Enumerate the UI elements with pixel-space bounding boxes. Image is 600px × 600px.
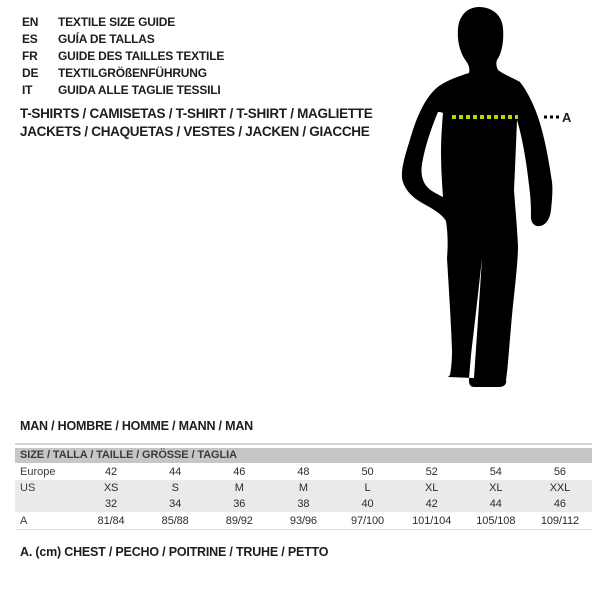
row-label: Europe [20, 465, 56, 478]
language-row-en [22, 14, 224, 31]
cell: M [298, 482, 308, 494]
man-silhouette [402, 7, 553, 387]
cell: 101/104 [412, 514, 452, 527]
language-label: TEXTILE SIZE GUIDE [58, 15, 176, 29]
cell: 34 [169, 498, 182, 510]
cell: 105/108 [476, 514, 516, 527]
table-row-europe [15, 463, 592, 480]
cell: 40 [361, 498, 374, 510]
row-label: US [20, 482, 36, 494]
cell: M [234, 482, 244, 494]
language-code: ES [22, 32, 38, 46]
cell: S [171, 482, 179, 494]
language-code: IT [22, 83, 33, 97]
cell: 93/96 [289, 514, 317, 527]
table-bottom-divider [15, 529, 592, 530]
cell: 44 [489, 498, 502, 510]
cell: 56 [553, 465, 566, 478]
table-row-chest-a [15, 512, 592, 529]
man-silhouette-figure [395, 0, 580, 395]
cell: 54 [489, 465, 502, 478]
cell: 48 [297, 465, 310, 478]
table-header: SIZE / TALLA / TAILLE / GRÖSSE / TAGLIA [15, 448, 592, 463]
language-row-fr [22, 48, 224, 65]
language-row-es [22, 31, 224, 48]
size-table [15, 443, 592, 530]
category-jackets: JACKETS / CHAQUETAS / VESTES / JACKEN / GIACCHE [20, 124, 370, 139]
cell: 42 [105, 465, 118, 478]
category-tshirts: T-SHIRTS / CAMISETAS / T-SHIRT / T-SHIRT / MAGLIETTE [20, 106, 373, 121]
cell: 81/84 [97, 514, 125, 527]
cell: 46 [553, 498, 566, 510]
cell: 42 [425, 498, 438, 510]
cell: XL [425, 482, 439, 494]
cell: XL [489, 482, 503, 494]
language-row-de [22, 65, 224, 82]
cell: 50 [361, 465, 374, 478]
language-code: EN [22, 15, 39, 29]
language-label: TEXTILGRÖßENFÜHRUNG [58, 66, 207, 80]
table-row-us-numeric [15, 496, 592, 512]
language-code: DE [22, 66, 39, 80]
row-label: A [20, 514, 28, 527]
table-top-divider [15, 443, 592, 445]
cell: 89/92 [225, 514, 253, 527]
cell: XXL [549, 482, 571, 494]
cell: 85/88 [161, 514, 189, 527]
language-row-it [22, 82, 224, 99]
cell: 32 [105, 498, 118, 510]
cell: 97/100 [351, 514, 385, 527]
language-list [22, 14, 224, 99]
section-title-man: MAN / HOMBRE / HOMME / MANN / MAN [20, 419, 253, 433]
table-row-us [15, 480, 592, 496]
cell: 109/112 [540, 514, 580, 527]
chest-measure-label: A [562, 110, 572, 125]
language-label: GUÍA DE TALLAS [58, 32, 155, 46]
garment-categories [20, 105, 372, 141]
language-label: GUIDE DES TAILLES TEXTILE [58, 49, 225, 63]
cell: 46 [233, 465, 246, 478]
cell: 44 [169, 465, 182, 478]
cell: L [364, 482, 371, 494]
cell: XS [103, 482, 119, 494]
measurement-footnote: A. (cm) CHEST / PECHO / POITRINE / TRUHE / PETTO [20, 545, 329, 559]
language-label: GUIDA ALLE TAGLIE TESSILI [58, 83, 221, 97]
cell: 52 [425, 465, 438, 478]
language-code: FR [22, 49, 38, 63]
cell: 36 [233, 498, 246, 510]
cell: 38 [297, 498, 310, 510]
